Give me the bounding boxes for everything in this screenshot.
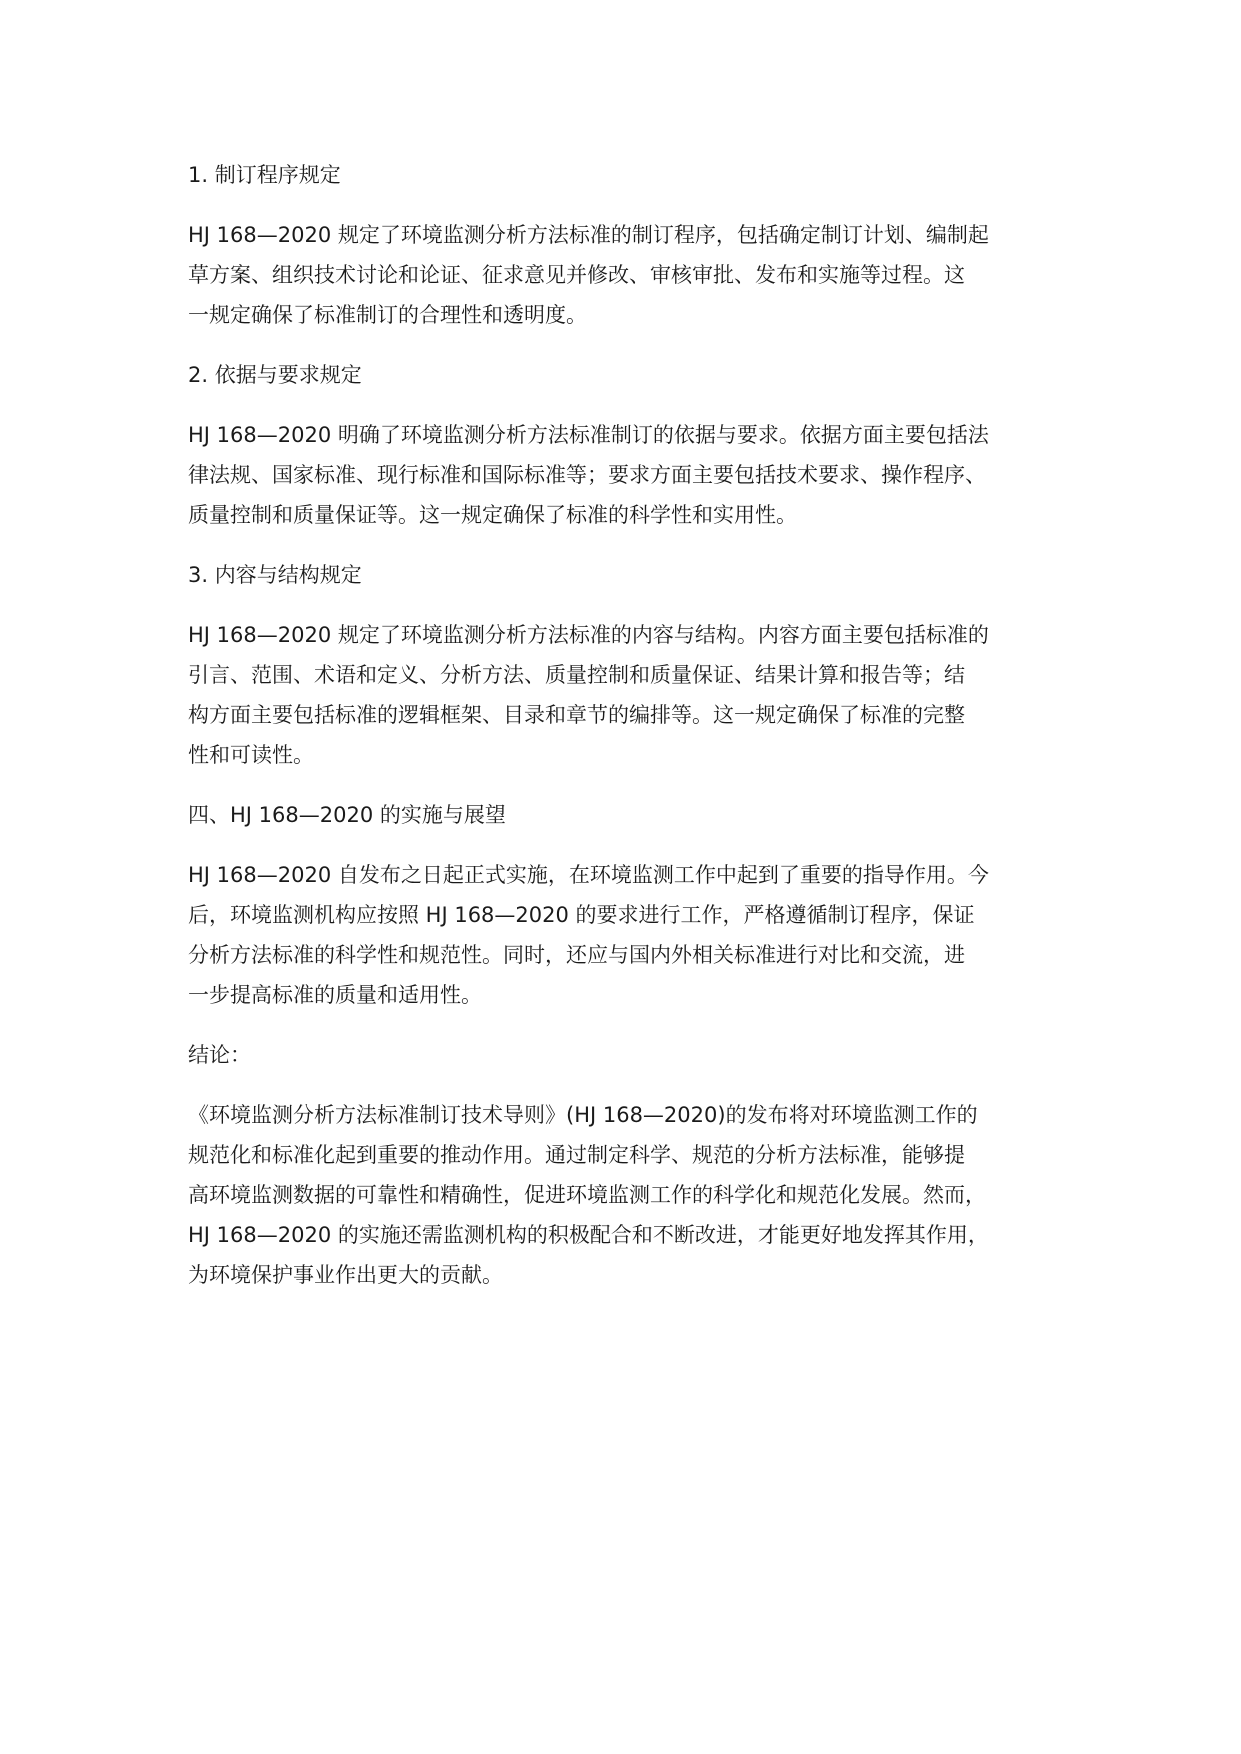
paragraph-line: 《环境监测分析方法标准制订技术导则》(HJ 168—2020)的发布将对环境监测工作的 [188,1103,978,1127]
paragraph-line: 高环境监测数据的可靠性和精确性，促进环境监测工作的科学化和规范化发展。然而， [188,1183,986,1207]
paragraph-line: 引言、范围、术语和定义、分析方法、质量控制和质量保证、结果计算和报告等；结 [188,663,965,687]
paragraph-line: HJ 168—2020 规定了环境监测分析方法标准的内容与结构。内容方面主要包括标准的 [188,623,989,647]
paragraph-line: HJ 168—2020 规定了环境监测分析方法标准的制订程序，包括确定制订计划、编制起 [188,223,989,247]
paragraph-line: HJ 168—2020 的实施还需监测机构的积极配合和不断改进，才能更好地发挥其作用， [188,1223,989,1247]
paragraph [188,1095,1058,1295]
paragraph-line: 质量控制和质量保证等。这一规定确保了标准的科学性和实用性。 [188,503,797,527]
section-heading-2: 2. 依据与要求规定 [188,363,362,387]
paragraph-line: 为环境保护事业作出更大的贡献。 [188,1263,503,1287]
paragraph [188,415,1058,535]
paragraph-line: 分析方法标准的科学性和规范性。同时，还应与国内外相关标准进行对比和交流，进 [188,943,965,967]
paragraph-line: HJ 168—2020 自发布之日起正式实施，在环境监测工作中起到了重要的指导作用。今 [188,863,989,887]
section-heading-1: 1. 制订程序规定 [188,163,341,187]
paragraph-line: 草方案、组织技术讨论和论证、征求意见并修改、审核审批、发布和实施等过程。这 [188,263,965,287]
paragraph-line: 性和可读性。 [188,743,314,767]
paragraph-line: 律法规、国家标准、现行标准和国际标准等；要求方面主要包括技术要求、操作程序、 [188,463,986,487]
paragraph-line: 后，环境监测机构应按照 HJ 168—2020 的要求进行工作，严格遵循制订程序，保证 [188,903,975,927]
section-heading-4: 四、HJ 168—2020 的实施与展望 [188,803,506,827]
section-heading-3: 3. 内容与结构规定 [188,563,362,587]
paragraph [188,615,1058,775]
paragraph-line: 构方面主要包括标准的逻辑框架、目录和章节的编排等。这一规定确保了标准的完整 [188,703,965,727]
paragraph-line: 规范化和标准化起到重要的推动作用。通过制定科学、规范的分析方法标准，能够提 [188,1143,965,1167]
paragraph-line: 一步提高标准的质量和适用性。 [188,983,482,1007]
paragraph-line: 一规定确保了标准制订的合理性和透明度。 [188,303,587,327]
document-body [188,155,1058,1315]
paragraph [188,215,1058,335]
paragraph-line: HJ 168—2020 明确了环境监测分析方法标准制订的依据与要求。依据方面主要包括法 [188,423,989,447]
conclusion-heading: 结论： [188,1043,251,1067]
paragraph [188,855,1058,1015]
